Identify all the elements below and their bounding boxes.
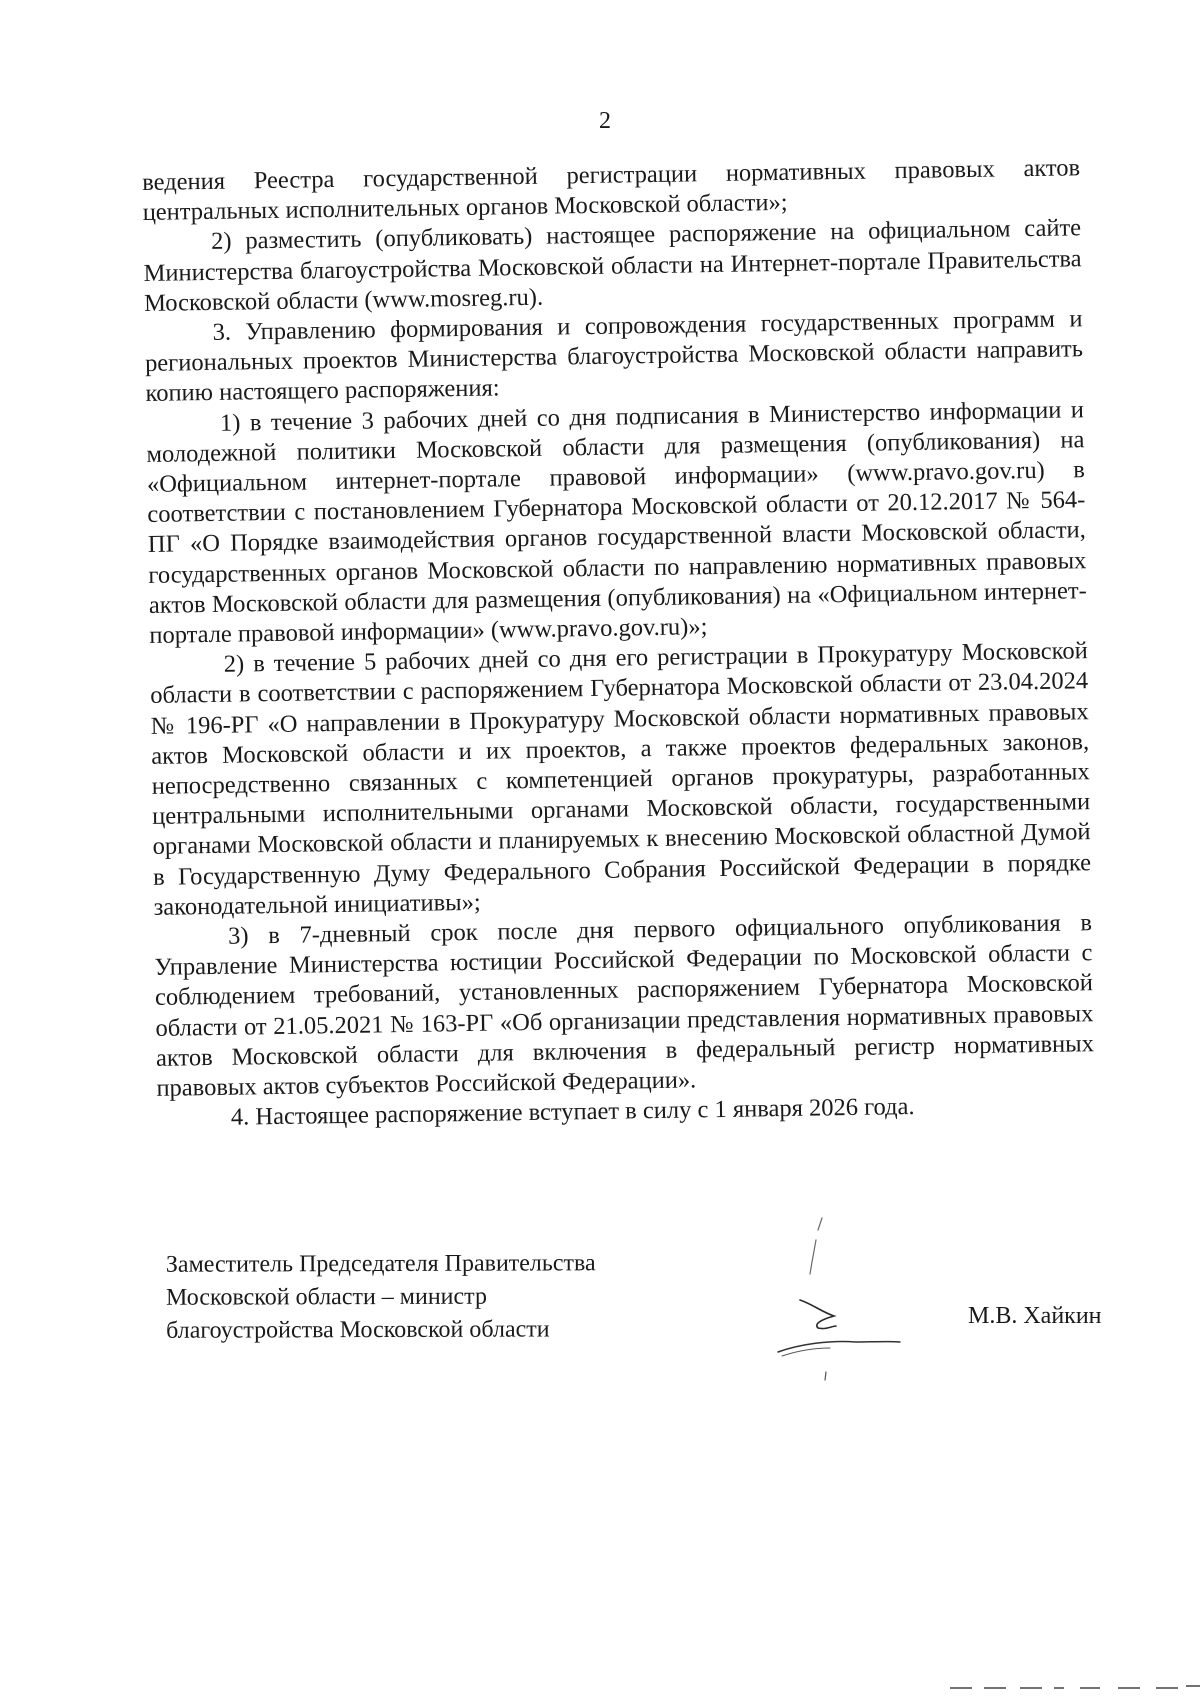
handwritten-signature [760, 1200, 910, 1400]
document-body [142, 153, 1095, 1134]
paragraph-section-4: 4. Настоящее распоряжение вступает в силу с 1 января 2026 года. [230, 1093, 915, 1132]
signatory-position-line: Московской области – министр [165, 1283, 487, 1311]
signatory-name: М.В. Хайкин [968, 1303, 1102, 1329]
signatory-position [166, 1247, 596, 1347]
paragraph-continuation: ведения Реестра государственной регистрации нормативных правовых актов центральных исполнительных органов Московской области»; [142, 154, 1081, 227]
signatory-position-line: благоустройства Московской области [166, 1316, 550, 1344]
paragraph-subitem-3: 3) в 7-дневный срок после дня первого официального опубликования в Управление Министерства юстиции Российской Федерации по Московской области с соблюдением требований, установленных распоряжением Губернатора Московской области от 21.05.2021 № 163-РГ «Об организации представления нормативных правовых актов Московской области для включения в федеральный регистр нормативных правовых актов субъектов Российской Федерации». [154, 909, 1095, 1102]
paragraph-section-3: 3. Управлению формирования и сопровождения государственных программ и региональных проектов Министерства благоустройства Московской области направить копию настоящего распоряжения: [144, 305, 1084, 408]
page-number: 2 [599, 108, 611, 134]
signatory-position-line: Заместитель Председателя Правительства [165, 1250, 596, 1278]
scan-artifact [950, 1684, 1200, 1692]
paragraph-item-2-publish: 2) разместить (опубликовать) настоящее распоряжение на официальном сайте Министерства благоустройства Московской области на Интернет-портале Правительства Московской области (www.mosreg.ru). [143, 214, 1082, 317]
paragraph-subitem-1: 1) в течение 3 рабочих дней со дня подписания в Министерство информации и молодежной политики Московской области для размещения (опубликования) на «Официальном интернет-портале правовой информации» (www.pravo.gov.ru) в соответствии с постановлением Губернатора Московской области от 20.12.2017 № 564-ПГ «О Порядке взаимодействия органов государственной власти Московской области, государственных органов Московской области по направлению нормативных правовых актов Московской области для размещения (опубликования) на «Официальном интернет-портале правовой информации» (www.pravo.gov.ru)»; [146, 395, 1087, 649]
paragraph-subitem-2: 2) в течение 5 рабочих дней со дня его регистрации в Прокуратуру Московской области в соответствии с распоряжением Губернатора Московской области от 23.04.2024 № 196-РГ «О направлении в Прокуратуру Московской области нормативных правовых актов Московской области и их проектов, а также проектов федеральных законов, непосредственно связанных с компетенцией органов прокуратуры, разработанных центральными исполнительными органами Московской области, государственными органами Московской области и планируемых к внесению Московской областной Думой в Государственную Думу Федерального Собрания Российской Федерации в порядке законодательной инициативы»; [150, 637, 1092, 921]
